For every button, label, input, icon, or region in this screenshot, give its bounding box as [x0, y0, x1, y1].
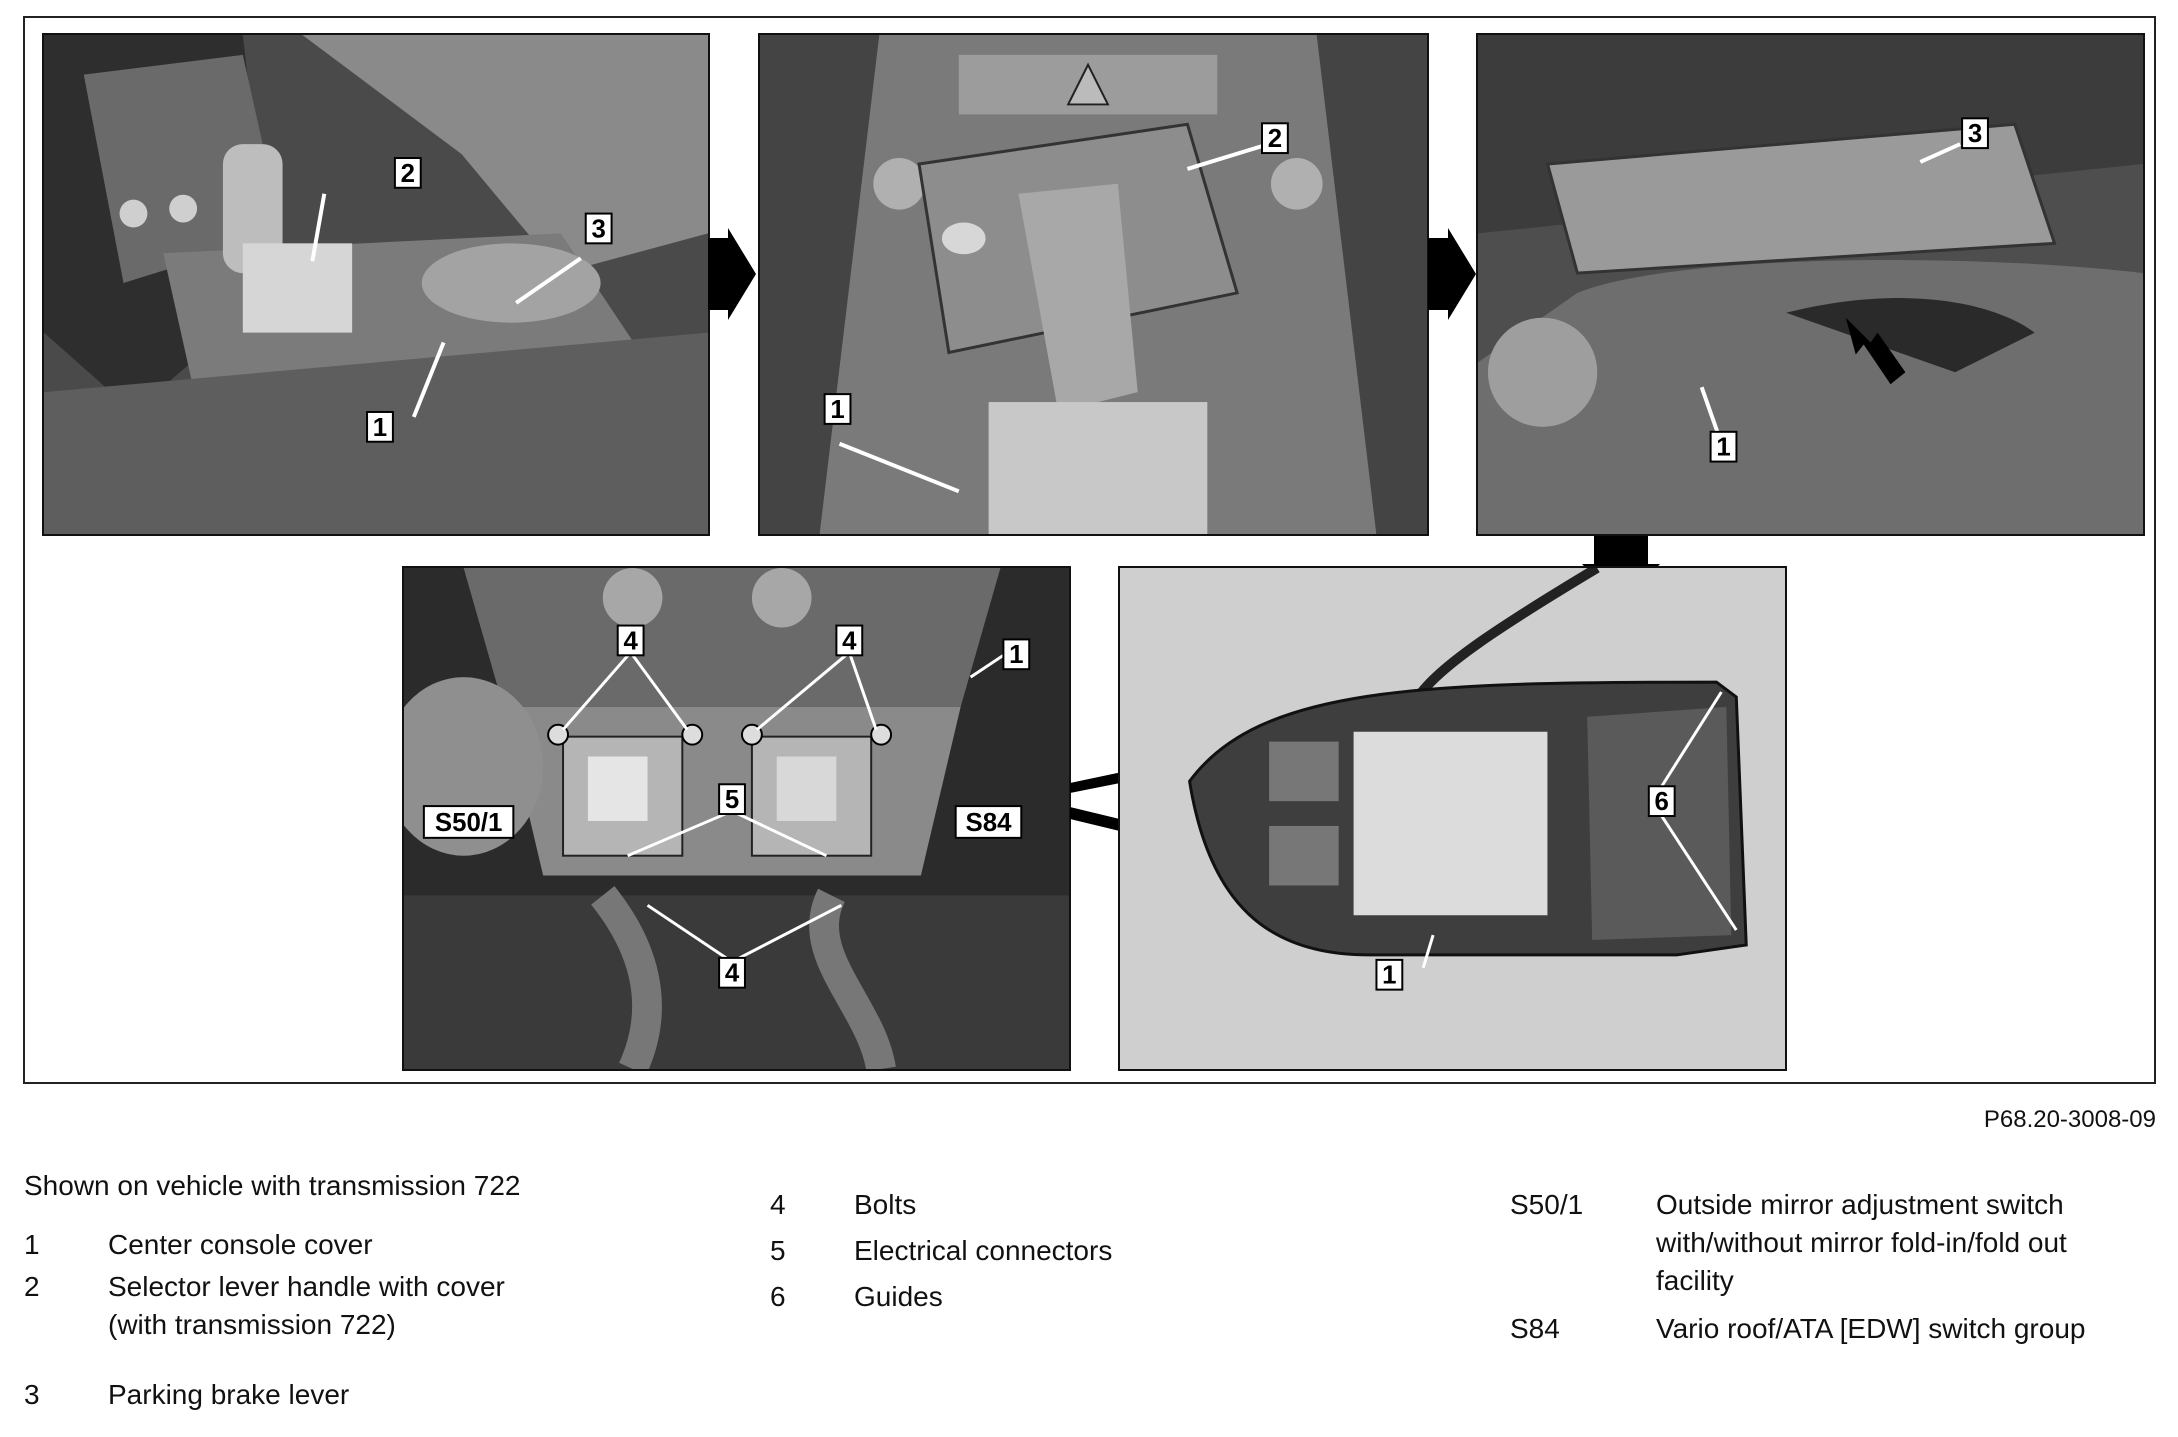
callout-1: 1 [372, 413, 388, 442]
legend-item-continued [1510, 1262, 2160, 1300]
legend-text: Outside mirror adjustment switch [1656, 1189, 2064, 1220]
legend-key: 3 [24, 1379, 40, 1410]
legend-item [770, 1228, 1290, 1274]
legend-key-spacer [24, 1306, 108, 1344]
legend-text: with/without mirror fold-in/fold out [1656, 1227, 2067, 1258]
callout-3: 3 [591, 215, 606, 244]
right-arrow-icon [708, 228, 756, 320]
legend-column-2 [770, 1182, 1290, 1320]
legend-text: Electrical connectors [854, 1235, 1113, 1266]
legend-text: (with transmission 722) [108, 1309, 396, 1340]
callout-1: 1 [1382, 961, 1397, 990]
legend-item [24, 1268, 664, 1306]
legend-column-1 [24, 1226, 664, 1414]
legend-key: 6 [770, 1281, 786, 1312]
callout-2: 2 [1267, 125, 1283, 154]
figure-caption: Shown on vehicle with transmission 722 [24, 1170, 521, 1201]
legend-key: S50/1 [1510, 1189, 1584, 1220]
legend-text: facility [1656, 1265, 1734, 1296]
photo-panel-3 [1476, 33, 2145, 536]
legend-item [1510, 1186, 2160, 1224]
legend-key: 5 [770, 1235, 786, 1266]
callout-3: 3 [1967, 120, 1983, 149]
callout-s84: S84 [965, 808, 1012, 837]
legend-item [770, 1182, 1290, 1228]
callout-2: 2 [400, 159, 415, 188]
legend-key: 4 [770, 1189, 786, 1220]
callout-1: 1 [1716, 433, 1731, 462]
legend-text: Bolts [854, 1189, 917, 1220]
callout-4: 4 [724, 959, 740, 988]
callout-1: 1 [1009, 641, 1024, 670]
legend-item [770, 1274, 1290, 1320]
photo-panel-1 [42, 33, 710, 536]
legend-text: Guides [854, 1281, 943, 1312]
legend-item [1510, 1310, 2160, 1348]
legend-text: Selector lever handle with cover [108, 1271, 505, 1302]
legend-item-continued [24, 1306, 664, 1344]
legend-key: 1 [24, 1229, 40, 1260]
legend-text: Center console cover [108, 1229, 373, 1260]
legend-key-spacer [1510, 1262, 1656, 1300]
callout-6: 6 [1654, 788, 1669, 817]
legend-text: Parking brake lever [108, 1379, 350, 1410]
photo-panel-5 [1118, 566, 1787, 1071]
callout-4: 4 [842, 627, 857, 656]
callout-s50-1: S50/1 [434, 808, 503, 837]
photo-panel-4 [402, 566, 1071, 1071]
legend-item [24, 1226, 664, 1264]
legend-column-3 [1510, 1186, 2160, 1348]
legend-item-continued [1510, 1224, 2160, 1262]
right-arrow-icon [1428, 228, 1476, 320]
figure-reference: P68.20-3008-09 [1983, 1106, 2156, 1133]
callout-4: 4 [623, 627, 638, 656]
legend-key: 2 [24, 1271, 40, 1302]
legend-text: Vario roof/ATA [EDW] switch group [1656, 1313, 2086, 1344]
legend-key: S84 [1510, 1313, 1560, 1344]
photo-panel-2 [758, 33, 1429, 536]
callout-1: 1 [830, 395, 845, 424]
legend-key-spacer [1510, 1224, 1656, 1262]
legend-item [24, 1376, 664, 1414]
callout-5: 5 [724, 786, 740, 815]
